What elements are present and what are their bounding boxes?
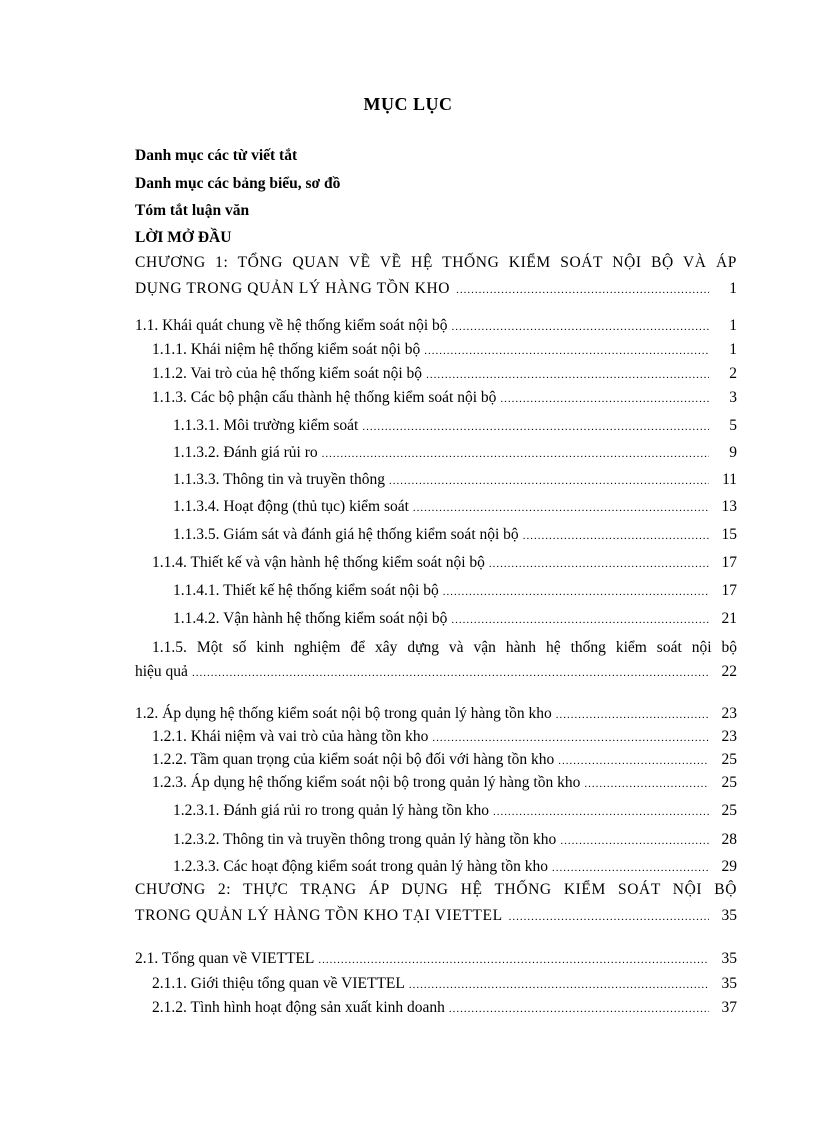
toc-entry-text: 1.1.3. Các bộ phận cấu thành hệ thống kiểm soát nội bộ: [152, 389, 497, 406]
page-number: 1: [729, 280, 737, 297]
page-number: 5: [729, 417, 737, 434]
front-matter-abbreviations: Danh mục các từ viết tắt: [135, 147, 298, 164]
toc-entry-1-2-3-2: [173, 829, 737, 851]
toc-entry-1-1-3-3: [173, 469, 737, 491]
toc-entry-text: 1.2.3.2. Thông tin và truyền thông trong quản lý hàng tồn kho: [173, 831, 557, 848]
page-number: 17: [721, 554, 737, 571]
front-matter-summary: Tóm tắt luận văn: [135, 202, 250, 219]
dot-leader: [456, 276, 709, 302]
toc-entry-1-1-3-5: [173, 524, 737, 546]
toc-entry-1-1-3-4: [173, 496, 737, 518]
dot-leader: [443, 580, 709, 602]
toc-entry-1-1-5-line1: 1.1.5. Một số kinh nghiệm để xây dựng và vận hành hệ thống kiểm soát nội bộ: [152, 639, 737, 656]
chapter-1-line2: [135, 276, 737, 302]
toc-entry-2-1-2: [152, 997, 737, 1019]
dot-leader: [558, 749, 709, 771]
toc-entry-text: 1.2.3.3. Các hoạt động kiểm soát trong quản lý hàng tồn kho: [173, 858, 548, 875]
front-matter-introduction: LỜI MỞ ĐẦU: [135, 229, 232, 246]
chapter-1-heading: [135, 250, 737, 302]
toc-entry-text: hiệu quả: [135, 663, 188, 680]
front-matter-tables: Danh mục các bảng biểu, sơ đồ: [135, 175, 341, 192]
toc-entry-1-1-3-2: [173, 442, 737, 464]
chapter-2-title-tail: TRONG QUẢN LÝ HÀNG TỒN KHO TẠI VIETTEL: [135, 907, 503, 924]
toc-entry-1-1-4-1: [173, 580, 737, 602]
page-number: 1: [729, 317, 737, 334]
toc-entry-text: 1.1.4. Thiết kế và vận hành hệ thống kiểm soát nội bộ: [152, 554, 485, 571]
dot-leader: [426, 363, 709, 385]
dot-leader: [552, 856, 709, 878]
dot-leader: [192, 661, 709, 683]
toc-entry-1-1-3-1: [173, 415, 737, 437]
dot-leader: [362, 415, 709, 437]
dot-leader: [523, 524, 709, 546]
page-number: 25: [721, 774, 737, 791]
dot-leader: [322, 442, 709, 464]
dot-leader: [584, 772, 709, 794]
toc-entry-text: 2.1. Tổng quan về VIETTEL: [135, 950, 315, 967]
toc-entry-1-1-5-line2: [135, 661, 737, 683]
toc-entry-text: 1.1.4.2. Vận hành hệ thống kiểm soát nội bộ: [173, 610, 448, 627]
toc-entry-text: 1.1.3.1. Môi trường kiểm soát: [173, 417, 359, 434]
dot-leader: [493, 800, 709, 822]
dot-leader: [413, 496, 709, 518]
toc-entry-1-1: [135, 315, 737, 337]
page-number: 25: [721, 751, 737, 768]
toc-entry-text: 1.2. Áp dụng hệ thống kiểm soát nội bộ trong quản lý hàng tồn kho: [135, 705, 552, 722]
page-number: 9: [729, 444, 737, 461]
page-number: 35: [721, 975, 737, 992]
page-number: 22: [721, 663, 737, 680]
toc-entry-1-2-3: [152, 772, 737, 794]
page-title: MỤC LỤC: [363, 94, 453, 114]
page-number: 21: [721, 610, 737, 627]
chapter-2-heading: [135, 877, 737, 929]
toc-entry-1-1-3: [152, 387, 737, 409]
page-number: 17: [721, 582, 737, 599]
dot-leader: [451, 608, 709, 630]
toc-entry-1-1-2: [152, 363, 737, 385]
toc-entry-1-1-4-2: [173, 608, 737, 630]
toc-entry-2-1: [135, 948, 737, 970]
dot-leader: [432, 726, 709, 748]
toc-entry-1-1-1: [152, 339, 737, 361]
toc-entry-text: 1.2.3. Áp dụng hệ thống kiểm soát nội bộ trong quản lý hàng tồn kho: [152, 774, 581, 791]
toc-entry-text: 1.1.3.5. Giám sát và đánh giá hệ thống kiểm soát nội bộ: [173, 526, 519, 543]
page-number: 2: [729, 365, 737, 382]
toc-entry-text: 1.1. Khái quát chung về hệ thống kiểm soát nội bộ: [135, 317, 448, 334]
page-number: 1: [729, 341, 737, 358]
toc-entry-text: 1.1.3.4. Hoạt động (thủ tục) kiểm soát: [173, 498, 409, 515]
page-number: 28: [721, 831, 737, 848]
chapter-2-line2: [135, 903, 737, 929]
toc-entry-text: 1.1.2. Vai trò của hệ thống kiểm soát nội bộ: [152, 365, 423, 382]
toc-entry-text: 1.1.3.3. Thông tin và truyền thông: [173, 471, 385, 488]
dot-leader: [409, 973, 709, 995]
toc-entry-text: 1.1.1. Khái niệm hệ thống kiểm soát nội bộ: [152, 341, 421, 358]
toc-entry-1-2-3-1: [173, 800, 737, 822]
chapter-1-title-tail: DỤNG TRONG QUẢN LÝ HÀNG TỒN KHO: [135, 280, 451, 297]
toc-entry-text: 1.1.3.2. Đánh giá rủi ro: [173, 444, 318, 461]
toc-entry-text: 1.1.4.1. Thiết kế hệ thống kiểm soát nội bộ: [173, 582, 439, 599]
dot-leader: [509, 903, 709, 929]
dot-leader: [489, 552, 709, 574]
page-number: 3: [729, 389, 737, 406]
toc-entry-1-1-4: [152, 552, 737, 574]
toc-entry-1-2-2: [152, 749, 737, 771]
toc-entry-1-2-3-3: [173, 856, 737, 878]
page-number: 15: [721, 526, 737, 543]
chapter-2-line1: CHƯƠNG 2: THỰC TRẠNG ÁP DỤNG HỆ THỐNG KIỂM SOÁT NỘI BỘ: [135, 881, 737, 898]
dot-leader: [389, 469, 709, 491]
dot-leader: [452, 315, 709, 337]
toc-entry-text: 1.2.2. Tầm quan trọng của kiểm soát nội bộ đối với hàng tồn kho: [152, 751, 555, 768]
page-number: 23: [721, 728, 737, 745]
page-number: 11: [722, 471, 737, 488]
dot-leader: [449, 997, 709, 1019]
toc-entry-text: 1.2.3.1. Đánh giá rủi ro trong quản lý hàng tồn kho: [173, 802, 489, 819]
toc-entry-1-2-1: [152, 726, 737, 748]
page-number: 35: [721, 907, 737, 924]
chapter-1-line1: CHƯƠNG 1: TỔNG QUAN VỀ VỀ HỆ THỐNG KIỂM SOÁT NỘI BỘ VÀ ÁP: [135, 254, 737, 271]
toc-entry-text: 1.2.1. Khái niệm và vai trò của hàng tồn kho: [152, 728, 429, 745]
dot-leader: [500, 387, 709, 409]
page-number: 37: [721, 999, 737, 1016]
page-number: 23: [721, 705, 737, 722]
toc-entry-text: 2.1.2. Tình hình hoạt động sản xuất kinh doanh: [152, 999, 445, 1016]
toc-entry-1-2: [135, 703, 737, 725]
dot-leader: [424, 339, 709, 361]
dot-leader: [318, 948, 709, 970]
page-number: 35: [721, 950, 737, 967]
page-number: 13: [721, 498, 737, 515]
dot-leader: [560, 829, 709, 851]
page-number: 25: [721, 802, 737, 819]
page-number: 29: [721, 858, 737, 875]
toc-entry-text: 2.1.1. Giới thiệu tổng quan về VIETTEL: [152, 975, 405, 992]
dot-leader: [556, 703, 709, 725]
toc-entry-2-1-1: [152, 973, 737, 995]
